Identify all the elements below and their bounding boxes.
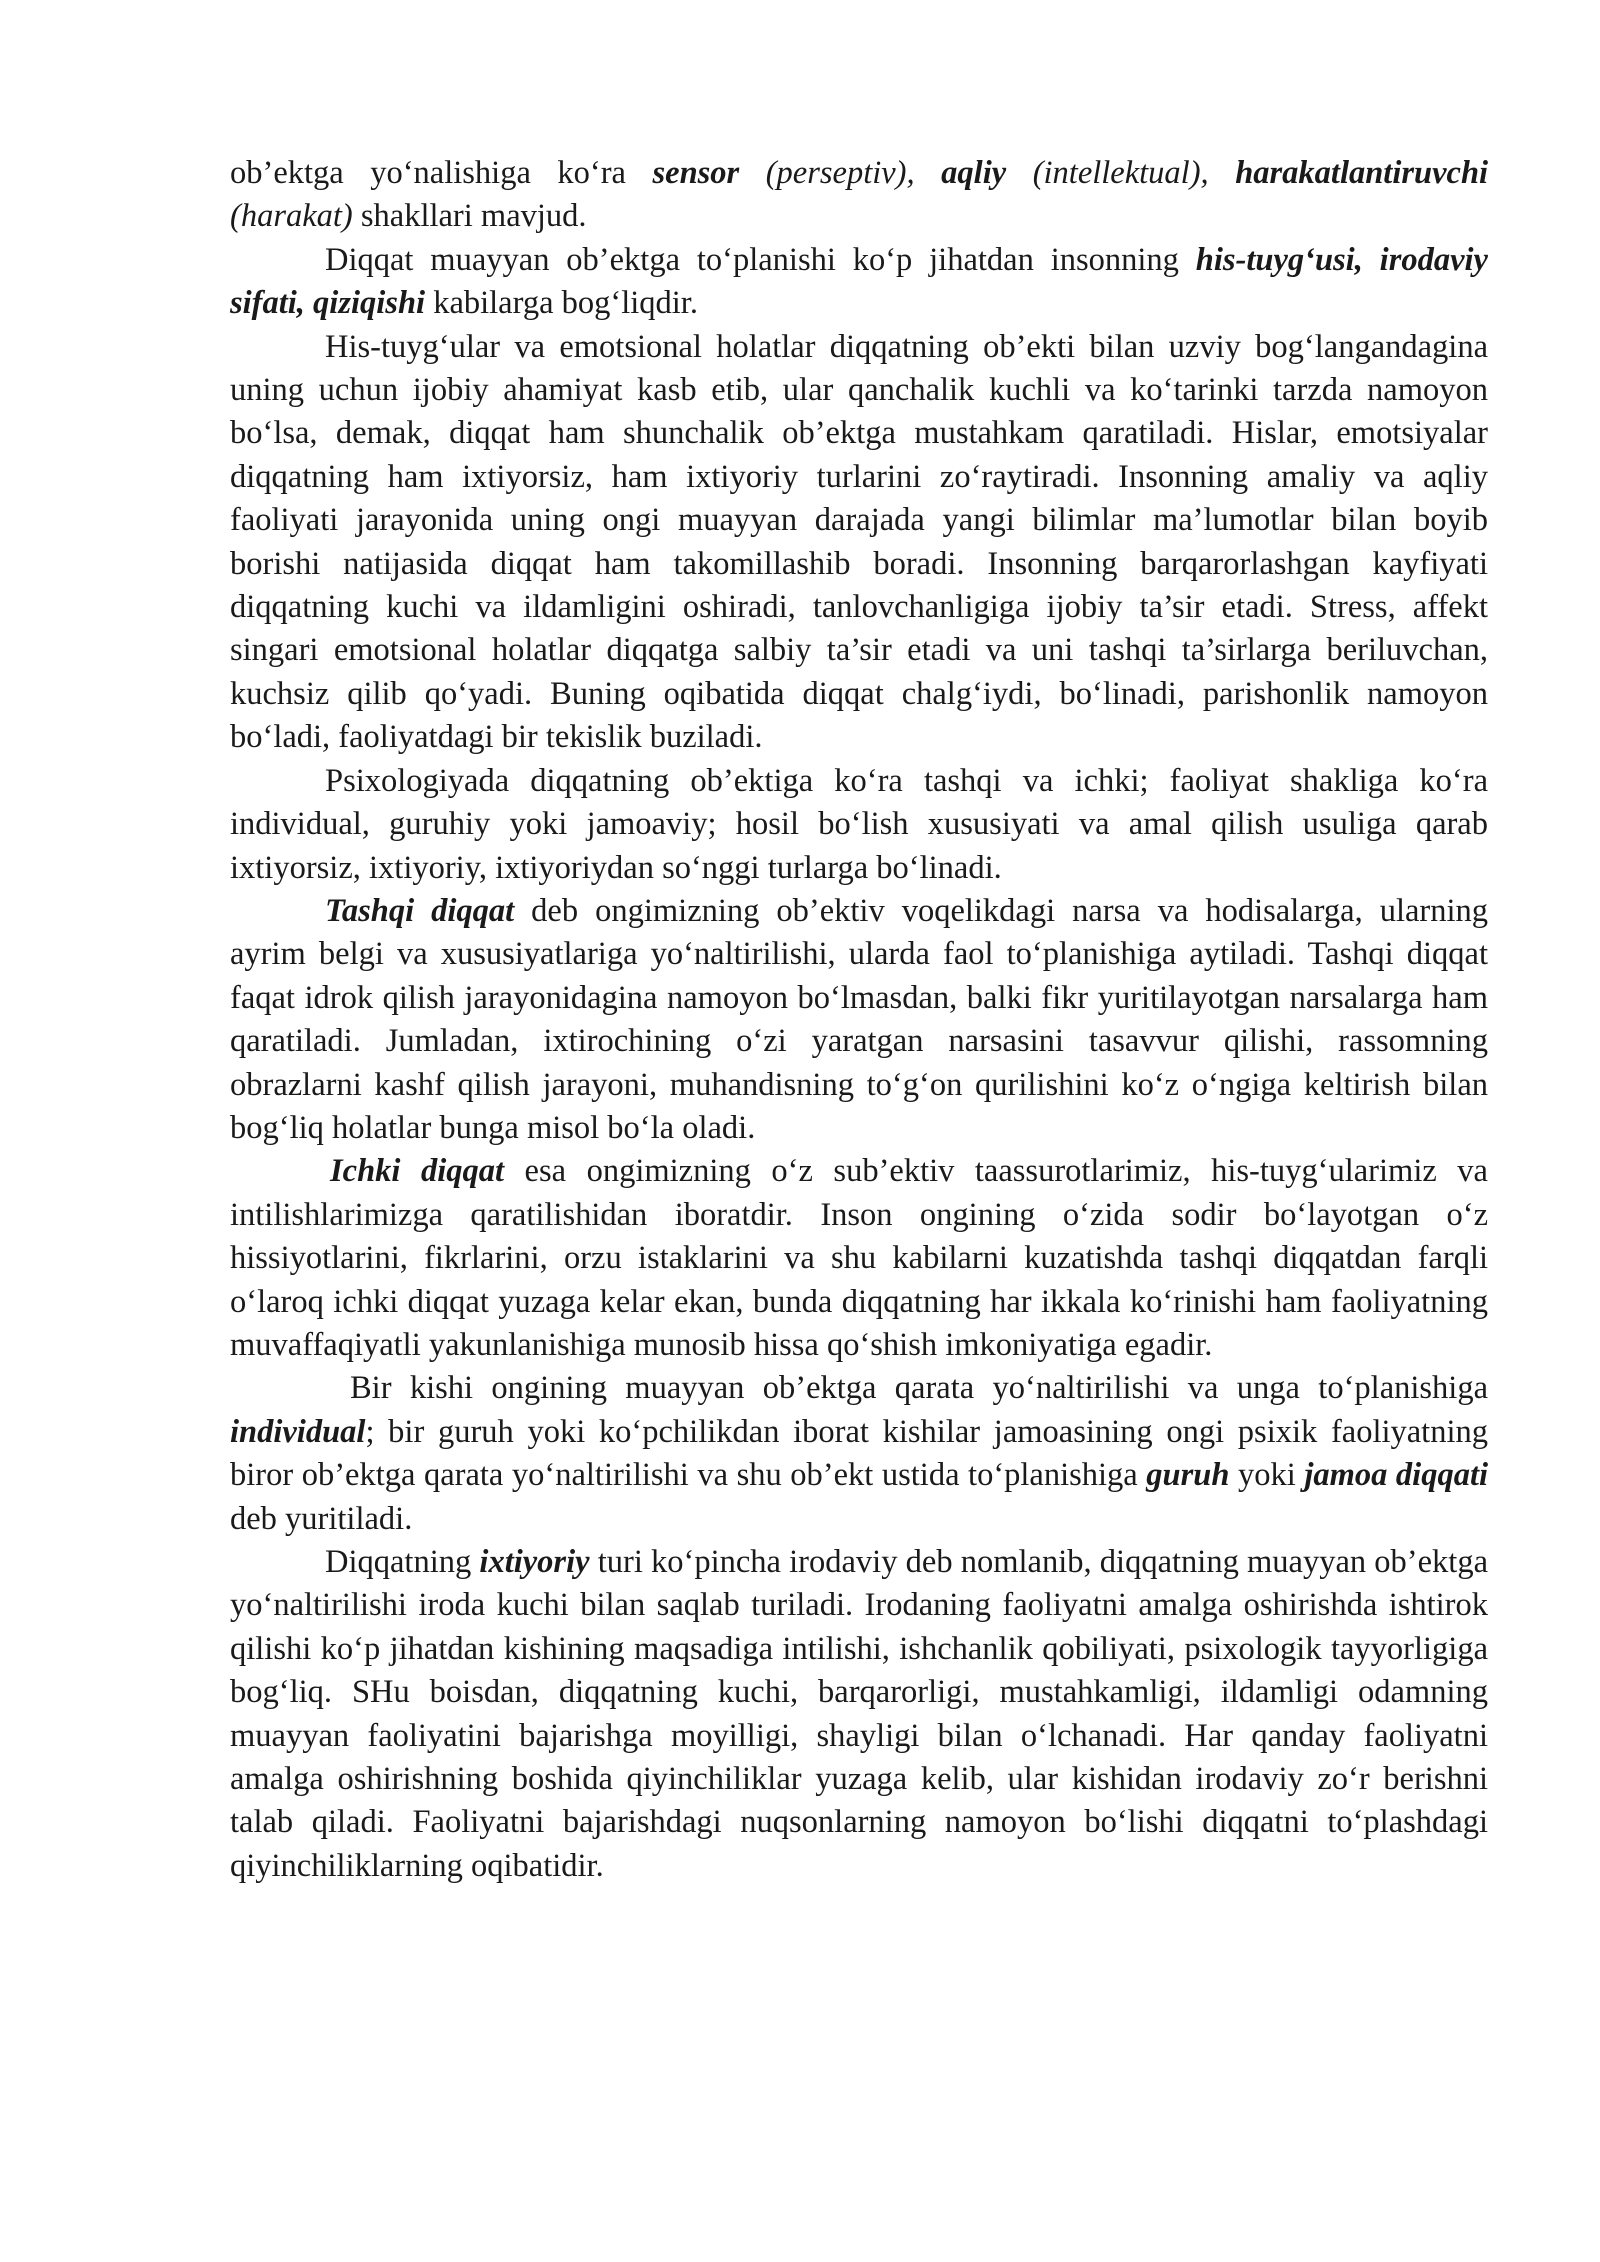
emphasized-term: ixtiyoriy [479, 1544, 590, 1580]
paragraph [230, 326, 1488, 760]
paragraph-text [1006, 155, 1033, 191]
paragraph-text [915, 155, 942, 191]
paragraph [230, 1541, 1488, 1888]
paragraph-text: Psixologiyada diqqatning ob’ektiga ko‘ra tashqi va ichki; faoliyat shakliga ko‘ra individual, guruhiy yoki jamoaviy; hosil bo‘lish xususiyati va amal qilish usuliga qarab ixtiyorsiz, ixtiyoriy, ixtiyoriydan so‘nggi turlarga bo‘linadi. [230, 762, 1488, 886]
paragraph-text: ob’ektga yo‘nalishiga ko‘ra [230, 155, 653, 191]
paragraph-text: Diqqat muayyan ob’ektga to‘planishi ko‘p jihatdan insonning [325, 241, 1196, 278]
paragraph-text: deb yuritiladi. [230, 1500, 413, 1537]
italic-text: (harakat) [230, 198, 353, 235]
paragraph [230, 239, 1488, 326]
emphasized-term: his-tuyg‘usi, irodaviy sifati, qiziqishi [230, 241, 1488, 322]
emphasized-term: Tashqi diqqat [325, 892, 515, 929]
emphasized-term: individual [230, 1413, 366, 1450]
document-body [230, 152, 1488, 1888]
paragraph [230, 890, 1488, 1150]
paragraph-text [739, 155, 766, 191]
emphasized-term: guruh [1146, 1457, 1230, 1494]
paragraph-text: deb ongimizning ob’ektiv voqelikdagi narsa va hodisalarga, ularning ayrim belgi va xususiyatlariga yo‘naltirilishi, ularda faol to‘planishiga aytiladi. Tashqi diqqat faqat idrok qilish jarayonidagina namoyon bo‘lmasdan, balki fikr yuritilayotgan narsalarga ham qaratiladi. Jumladan, ixtirochining o‘zi yaratgan narsasini tasavvur qilishi, rassomning obrazlarni kashf qilish jarayoni, muhandisning to‘g‘on qurilishini ko‘z o‘ngiga keltirish bilan bog‘liq holatlar bunga misol bo‘la oladi. [230, 892, 1489, 1146]
paragraph [230, 1150, 1488, 1367]
paragraph-text: ; bir guruh yoki ko‘pchilikdan iborat kishilar jamoasining ongi psixik faoliyatning biror ob’ektga qarata yo‘naltirilishi va shu ob’ekt ustida to‘planishiga [230, 1413, 1488, 1494]
emphasized-term: jamoa diqqati [1304, 1457, 1489, 1494]
emphasized-term: harakatlantiruvchi [1235, 155, 1489, 191]
paragraph-text [1209, 155, 1236, 191]
paragraph [230, 760, 1488, 890]
emphasized-term: aqliy [941, 155, 1007, 191]
paragraph-text: His-tuyg‘ular va emotsional holatlar diqqatning ob’ekti bilan uzviy bog‘langandagina uning uchun ijobiy ahamiyat kasb etib, ular qanchalik kuchli va ko‘tarinki tarzda namoyon bo‘lsa, demak, diqqat ham shunchalik ob’ektga mustahkam qaratiladi. Hislar, emotsiyalar diqqatning ham ixtiyorsiz, ham ixtiyoriy turlarini zo‘raytiradi. Insonning amaliy va aqliy faoliyati jarayonida uning ongi muayyan darajada yangi bilimlar ma’lumotlar bilan boyib borishi natijasida diqqat ham takomillashib boradi. Insonning barqarorlashgan kayfiyati diqqatning kuchi va ildamligini oshiradi, tanlovchanligiga ijobiy ta’sir etadi. Stress, affekt singari emotsional holatlar diqqatga salbiy ta’sir etadi va uni tashqi ta’sirlarga beriluvchan, kuchsiz qilib qo‘yadi. Buning oqibatida diqqat chalg‘iydi, bo‘linadi, parishonlik namoyon bo‘ladi, faoliyatdagi bir tekislik buziladi. [230, 328, 1488, 756]
paragraph [230, 152, 1488, 239]
paragraph-text: esa ongimizning o‘z sub’ektiv taassurotlarimiz, his-tuyg‘ularimiz va intilishlarimizga qaratilishidan iboratdir. Inson ongining o‘zida sodir bo‘layotgan o‘z hissiyotlarini, fikrlarini, orzu istaklarini va shu kabilarni kuzatishda tashqi diqqatdan farqli o‘laroq ichki diqqat yuzaga kelar ekan, bunda diqqatning har ikkala ko‘rinishi ham faoliyatning muvaffaqiyatli yakunlanishiga munosib hissa qo‘shish imkoniyatiga egadir. [230, 1153, 1488, 1363]
paragraph-text: Bir kishi ongining muayyan ob’ektga qarata yo‘naltirilishi va unga to‘planishiga [350, 1370, 1488, 1407]
paragraph-text: turi ko‘pincha irodaviy deb nomlanib, diqqatning muayyan ob’ektga yo‘naltirilishi iroda kuchi bilan saqlab turiladi. Irodaning faoliyatni amalga oshirishda ishtirok qilishi ko‘p jihatdan kishining maqsadiga intilishi, ishchanlik qobiliyati, psixologik tayyorligiga bog‘liq. SHu boisdan, diqqatning kuchi, barqarorligi, mustahkamligi, ildamligi odamning muayyan faoliyatini bajarishga moyilligi, shayligi bilan o‘lchanadi. Har qanday faoliyatni amalga oshirishning boshida qiyinchiliklar yuzaga kelib, ular kishidan irodaviy zo‘r berishni talab qiladi. Faoliyatni bajarishdagi nuqsonlarning namoyon bo‘lishi diqqatni to‘plashdagi qiyinchiliklarning oqibatidir. [230, 1544, 1489, 1884]
italic-text: (perseptiv), [765, 155, 915, 191]
paragraph-text: shakllari mavjud. [352, 198, 587, 235]
paragraph-text: yoki [1229, 1457, 1305, 1494]
emphasized-term: Ichki diqqat [330, 1153, 505, 1190]
paragraph-text: Diqqatning [325, 1544, 480, 1580]
emphasized-term: sensor [652, 155, 740, 191]
paragraph [230, 1367, 1488, 1541]
paragraph-text: kabilarga bog‘liqdir. [425, 285, 698, 322]
italic-text: (intellektual), [1032, 155, 1209, 191]
